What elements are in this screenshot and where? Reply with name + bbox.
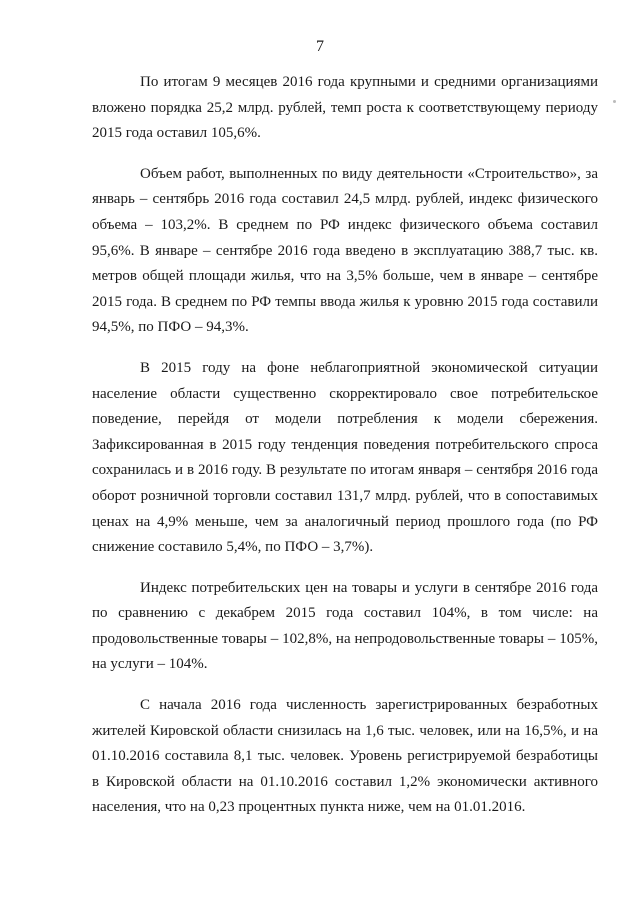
paragraph-construction: Объем работ, выполненных по виду деятельности «Строительство», за январь – сентябрь 2016 года составил 24,5 млрд. рублей, индекс физического объема – 103,2%. В среднем по РФ индекс физического объема составил 95,6%. В январе – сентябре 2016 года введено в эксплуатацию 388,7 тыс. кв. метров общей площади жилья, что на 3,5% больше, чем в январе – сентябре 2015 года. В среднем по РФ темпы ввода жилья к уровню 2015 года составили 94,5%, по ПФО – 94,3%. xyxy=(92,165,598,336)
paragraph-investment: По итогам 9 месяцев 2016 года крупными и средними организациями вложено порядка 25,2 млрд. рублей, темп роста к соответствующему периоду 2015 года оставил 105,6%. xyxy=(92,74,598,142)
paragraph-unemployment: С начала 2016 года численность зарегистрированных безработных жителей Кировской области снизилась на 1,6 тыс. человек, или на 16,5%, и на 01.10.2016 составила 8,1 тыс. человек. Уровень регистрируемой безработицы в Кировской области на 01.10.2016 составил 1,2% экономически активного населения, что на 0,23 процентных пункта ниже, чем на 01.01.2016. xyxy=(92,697,598,816)
paragraph-retail: В 2015 году на фоне неблагоприятной экономической ситуации население области существенно скорректировало свое потребительское поведение, перейдя от модели потребления к модели сбережения. Зафиксированная в 2015 году тенденция поведения потребительского спроса сохранилась и в 2016 году. В результате по итогам января – сентября 2016 года оборот розничной торговли составил 131,7 млрд. рублей, что в сопоставимых ценах на 4,9% меньше, чем за аналогичный период прошлого года (по РФ снижение составило 5,4%, по ПФО – 3,7%). xyxy=(92,359,598,556)
page-number: 7 xyxy=(316,38,324,55)
paragraph-consumer-prices: Индекс потребительских цен на товары и услуги в сентябре 2016 года по сравнению с декабрем 2015 года составил 104%, в том числе: на продовольственные товары – 102,8%, на непродовольственные товары – 105%, на услуги – 104%. xyxy=(92,579,598,673)
document-body xyxy=(92,70,598,836)
scan-speck xyxy=(613,100,616,103)
